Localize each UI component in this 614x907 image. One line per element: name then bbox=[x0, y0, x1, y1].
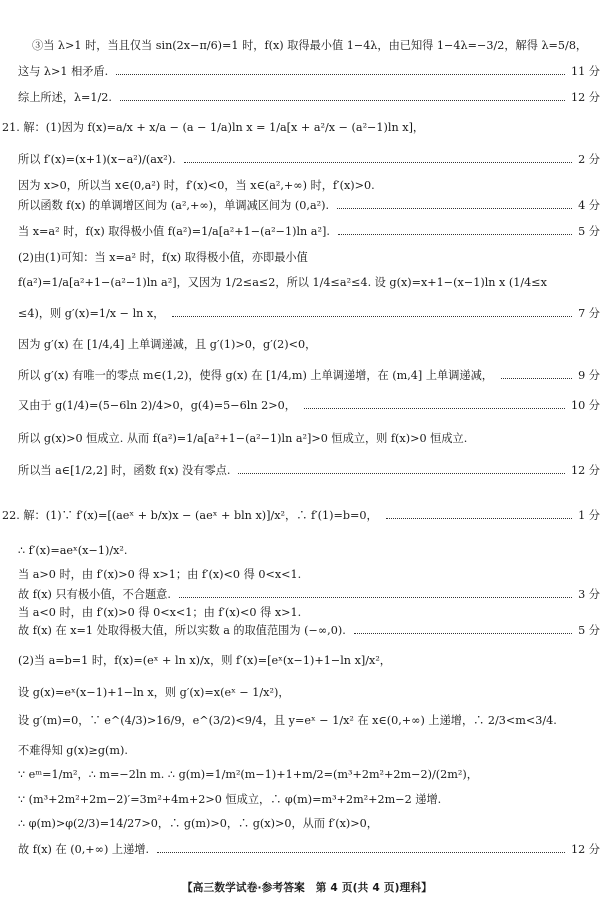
solution-line bbox=[0, 461, 614, 481]
solution-line bbox=[0, 62, 614, 82]
solution-line bbox=[0, 840, 614, 860]
line-text: 不难得知 g(x)≥g(m). bbox=[18, 744, 128, 757]
line-text: 故 f(x) 只有极小值，不合题意. bbox=[18, 588, 171, 601]
line-text: 综上所述，λ=1/2. bbox=[18, 91, 112, 104]
solution-line bbox=[0, 585, 614, 605]
dot-leader bbox=[184, 162, 572, 163]
line-text: 当 x=a² 时，f(x) 取得极小值 f(a²)=1/a[a²+1−(a²−1)ln a²]. bbox=[18, 225, 330, 238]
solution-line bbox=[0, 222, 614, 242]
line-text: 故 f(x) 在 x=1 处取得极大值，所以实数 a 的取值范围为 (−∞,0). bbox=[18, 624, 346, 637]
line-text: ∵ eᵐ=1/m²，∴ m=−2ln m. ∴ g(m)=1/m²(m−1)+1+m/2=(m³+2m²+2m−2)/(2m²)， bbox=[18, 768, 478, 781]
solution-line bbox=[0, 621, 614, 641]
line-text: 设 g′(m)=0，∵ e^(4/3)>16/9，e^(3/2)<9/4，且 y=eˣ − 1/x² 在 x∈(0,+∞) 上递增，∴ 2/3<m<3/4. bbox=[18, 714, 557, 727]
line-text: ∴ φ(m)>φ(2/3)=14/27>0，∴ g(m)>0，∴ g(x)>0，从而 f′(x)>0， bbox=[18, 817, 378, 830]
solution-line bbox=[0, 683, 614, 703]
dot-leader bbox=[179, 597, 572, 598]
solution-line bbox=[0, 150, 614, 170]
line-text: f(a²)=1/a[a²+1−(a²−1)ln a²]，又因为 1/2≤a≤2，所以 1/4≤a²≤4. 设 g(x)=x+1−(x−1)ln x (1/4≤x bbox=[18, 276, 547, 289]
solution-line bbox=[0, 814, 614, 834]
solution-line bbox=[0, 603, 614, 623]
dot-leader bbox=[120, 100, 565, 101]
dot-leader bbox=[157, 852, 565, 853]
solution-line bbox=[0, 248, 614, 268]
line-text: ≤4)，则 g′(x)=1/x − ln x， bbox=[18, 307, 165, 320]
solution-line bbox=[0, 176, 614, 196]
score-label: 5 分 bbox=[578, 225, 600, 238]
line-text: 故 f(x) 在 (0,+∞) 上递增. bbox=[18, 843, 149, 856]
line-text: ∵ (m³+2m²+2m−2)′=3m²+4m+2>0 恒成立，∴ φ(m)=m³+2m²+2m−2 递增. bbox=[18, 793, 442, 806]
solution-line bbox=[0, 711, 614, 731]
line-text: 所以 g(x)>0 恒成立. 从而 f(a²)=1/a[a²+1−(a²−1)ln a²]>0 恒成立，则 f(x)>0 恒成立. bbox=[18, 432, 468, 445]
solution-line bbox=[0, 366, 614, 386]
line-text: 因为 g′(x) 在 [1/4,4] 上单调递减，且 g′(1)>0，g′(2)<0， bbox=[18, 338, 317, 351]
dot-leader bbox=[501, 378, 572, 379]
line-text: 又由于 g(1/4)=(5−6ln 2)/4>0，g(4)=5−6ln 2>0， bbox=[18, 399, 296, 412]
line-text: 所以函数 f(x) 的单调增区间为 (a²,+∞)，单调减区间为 (0,a²). bbox=[18, 199, 330, 212]
line-text: ∴ f′(x)=aeˣ(x−1)/x². bbox=[18, 544, 128, 557]
line-text: ③当 λ>1 时，当且仅当 sin(2x−π/6)=1 时，f(x) 取得最小值 1−4λ，由已知得 1−4λ=−3/2，解得 λ=5/8， bbox=[32, 39, 588, 52]
score-label: 7 分 bbox=[578, 307, 600, 320]
dot-leader bbox=[304, 408, 565, 409]
solution-line bbox=[0, 765, 614, 785]
line-text: 当 a<0 时，由 f′(x)>0 得 0<x<1；由 f′(x)<0 得 x>1. bbox=[18, 606, 302, 619]
dot-leader bbox=[338, 234, 572, 235]
score-label: 9 分 bbox=[578, 369, 600, 382]
dot-leader bbox=[238, 473, 565, 474]
score-label: 12 分 bbox=[571, 843, 600, 856]
dot-leader bbox=[337, 208, 572, 209]
dot-leader bbox=[172, 316, 572, 317]
line-text: 21. 解：(1)因为 f(x)=a/x + x/a − (a − 1/a)ln x = 1/a[x + a²/x − (a²−1)ln x]， bbox=[2, 121, 425, 134]
score-label: 11 分 bbox=[571, 65, 600, 78]
solution-line bbox=[0, 118, 614, 138]
solution-line bbox=[0, 506, 614, 526]
solution-line bbox=[0, 429, 614, 449]
solution-line bbox=[0, 304, 614, 324]
solution-line bbox=[0, 273, 614, 293]
line-text: (2)当 a=b=1 时，f(x)=(eˣ + ln x)/x，则 f′(x)=[eˣ(x−1)+1−ln x]/x²， bbox=[18, 654, 391, 667]
solution-line bbox=[0, 36, 614, 56]
line-text: 因为 x>0，所以当 x∈(0,a²) 时，f′(x)<0，当 x∈(a²,+∞) 时，f′(x)>0. bbox=[18, 179, 375, 192]
score-label: 1 分 bbox=[578, 509, 600, 522]
score-label: 2 分 bbox=[578, 153, 600, 166]
line-text: 当 a>0 时，由 f′(x)>0 得 x>1；由 f′(x)<0 得 0<x<1. bbox=[18, 568, 302, 581]
page-footer: 【高三数学试卷·参考答案 第 4 页(共 4 页)理科】 bbox=[181, 882, 433, 894]
score-label: 12 分 bbox=[571, 91, 600, 104]
line-text: 所以 g′(x) 有唯一的零点 m∈(1,2)，使得 g(x) 在 [1/4,m) 上单调递增，在 (m,4] 上单调递减， bbox=[18, 369, 493, 382]
score-label: 4 分 bbox=[578, 199, 600, 212]
line-text: 所以 f′(x)=(x+1)(x−a²)/(ax²). bbox=[18, 153, 176, 166]
dot-leader bbox=[116, 74, 565, 75]
solution-line bbox=[0, 565, 614, 585]
line-text: 22. 解：(1)∵ f′(x)=[(aeˣ + b/x)x − (aeˣ + bln x)]/x²，∴ f′(1)=b=0， bbox=[2, 509, 378, 522]
solution-line bbox=[0, 335, 614, 355]
score-label: 12 分 bbox=[571, 464, 600, 477]
line-text: 所以当 a∈[1/2,2] 时，函数 f(x) 没有零点. bbox=[18, 464, 231, 477]
solution-line bbox=[0, 541, 614, 561]
score-label: 10 分 bbox=[571, 399, 600, 412]
solution-line bbox=[0, 790, 614, 810]
score-label: 5 分 bbox=[578, 624, 600, 637]
solution-line bbox=[0, 88, 614, 108]
dot-leader bbox=[354, 633, 572, 634]
solution-line bbox=[0, 396, 614, 416]
solution-line bbox=[0, 196, 614, 216]
solution-line bbox=[0, 741, 614, 761]
score-label: 3 分 bbox=[578, 588, 600, 601]
line-text: 这与 λ>1 相矛盾. bbox=[18, 65, 109, 78]
line-text: (2)由(1)可知：当 x=a² 时，f(x) 取得极小值，亦即最小值 bbox=[18, 251, 308, 264]
dot-leader bbox=[386, 518, 572, 519]
line-text: 设 g(x)=eˣ(x−1)+1−ln x，则 g′(x)=x(eˣ − 1/x²)， bbox=[18, 686, 290, 699]
solution-line bbox=[0, 651, 614, 671]
